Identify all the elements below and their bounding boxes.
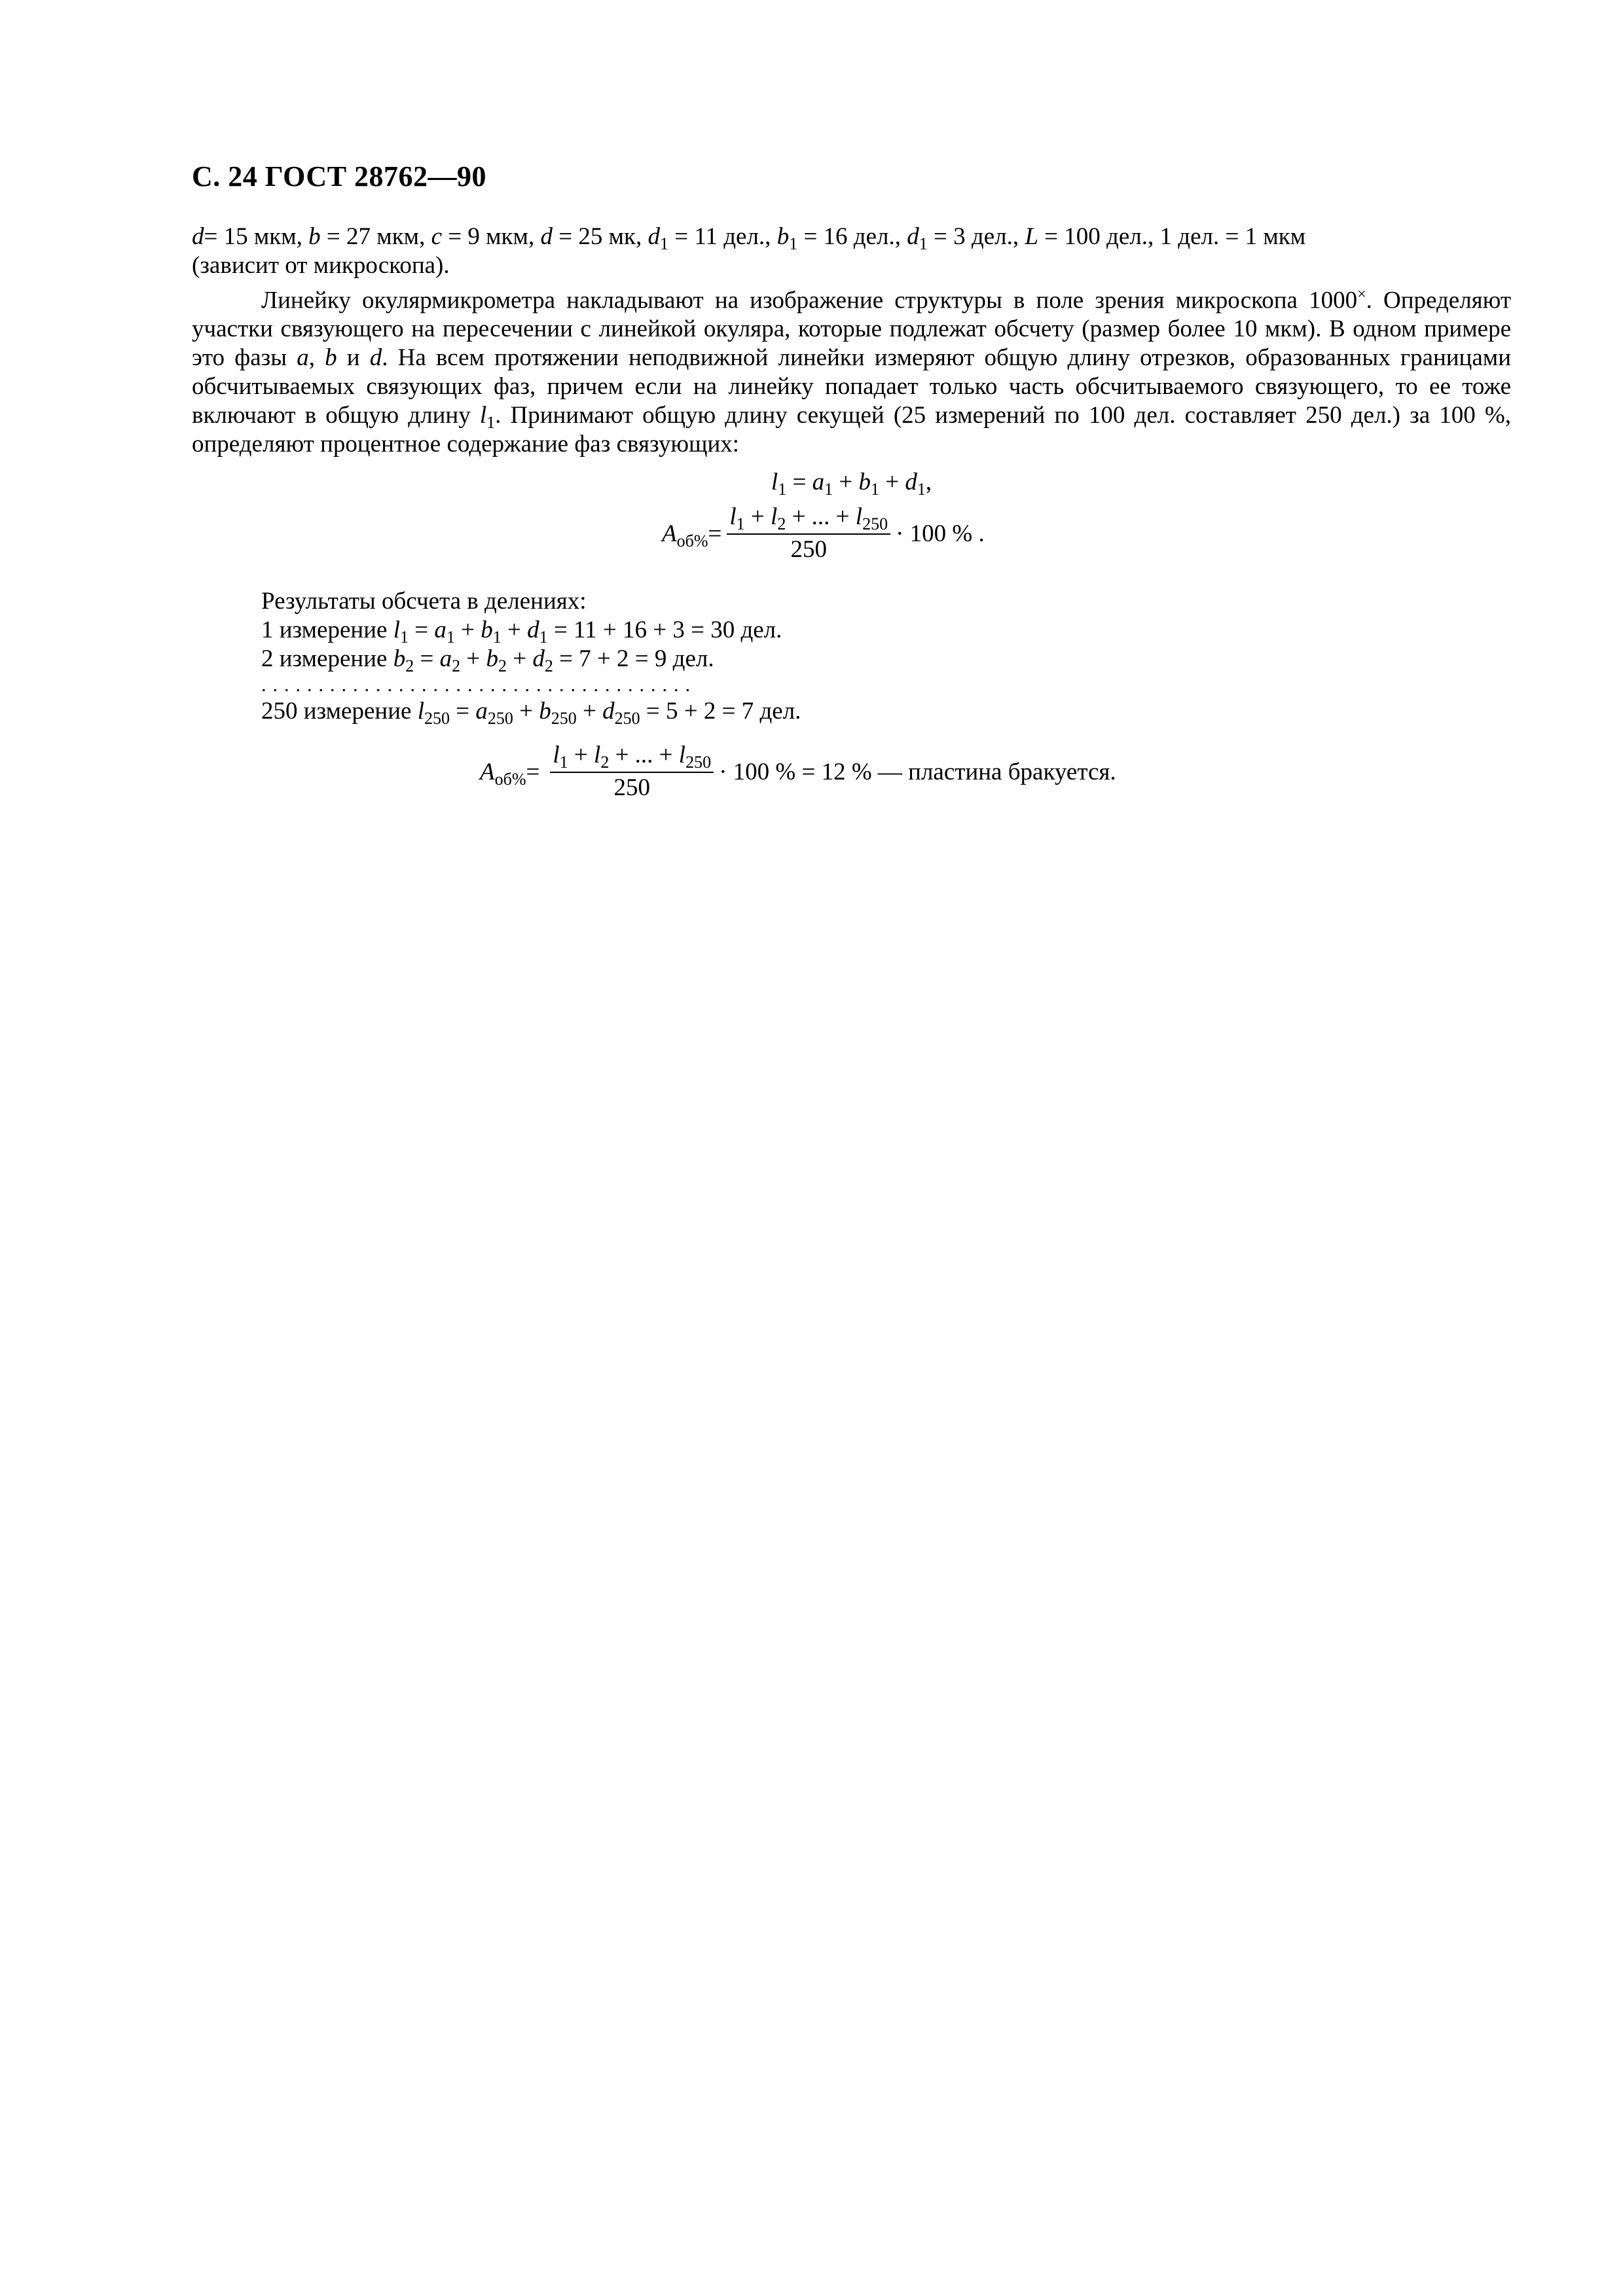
method-paragraph: Линейку окулярмикрометра накладывают на изображение структуры в поле зрения микроскопа 1000×. Определяют участки связующего на пересечении с линейкой окуляра, которые подлежат обсчету (размер более 10 мкм). В одном примере это фазы a, b и d. На всем протяжении неподвижной линейки измеряют общую длину отрезков, образованных границами обсчитываемых связующих фаз, причем если на линейку попадает только часть обсчитываемого связующего, то ее тоже включают в общую длину $l_1$. Принимают общую длину секущей (25 измерений по 100 дел. составляет 250 дел.) за 100 %, определяют процентное содержание фаз связующих: <box>192 286 1511 458</box>
fraction: $\frac{l_1 + l_2 + ... + l_{250}}{250}$ <box>727 503 890 564</box>
results-title: Результаты обсчета в делениях: <box>261 588 587 615</box>
result-row-2: 2 измерение $b_2 = a_2 + b_2 + d_2 = 7 + 2 = 9$ дел. <box>261 645 714 676</box>
document-page <box>192 157 1511 806</box>
fraction-final: $\frac{l_1 + l_2 + ... + l_{250}}{250}$ <box>550 742 714 802</box>
equation-a-percent: $A_{об\%}$ = $\frac{l_1 + l_2 + ... + l_{250}}{250}$ · 100 % . <box>662 503 985 564</box>
parameters-paragraph: d= 15 мкм, b = 27 мкм, c = 9 мкм, d = 25 мк, $d_1 = 11$ дел., $b_1 = 16$ дел., $d_1 = 3$ дел., L = 100 дел., 1 дел. = 1 мкм (зависит от микроскопа). <box>192 223 1306 279</box>
page-header: С. 24 ГОСТ 28762—90 <box>192 160 487 192</box>
equation-l1: $l_1 = a_1 + b_1 + d_1$, <box>771 469 932 499</box>
results-block <box>261 587 1511 726</box>
result-row-1: 1 измерение $l_1 = a_1 + b_1 + d_1 = 11 + 16 + 3 = 30$ дел. <box>261 617 782 647</box>
result-row-250: 250 измерение $l_{250} = a_{250} + b_{250} + d_{250} = 5 + 2 = 7$ дел. <box>261 698 801 728</box>
ellipsis-row: ...................................... <box>261 674 697 696</box>
equation-final: $A_{об\%}$ = $\frac{l_1 + l_2 + ... + l_{250}}{250}$ · 100 % = 12 % — пластина бракуется. <box>480 742 1116 802</box>
